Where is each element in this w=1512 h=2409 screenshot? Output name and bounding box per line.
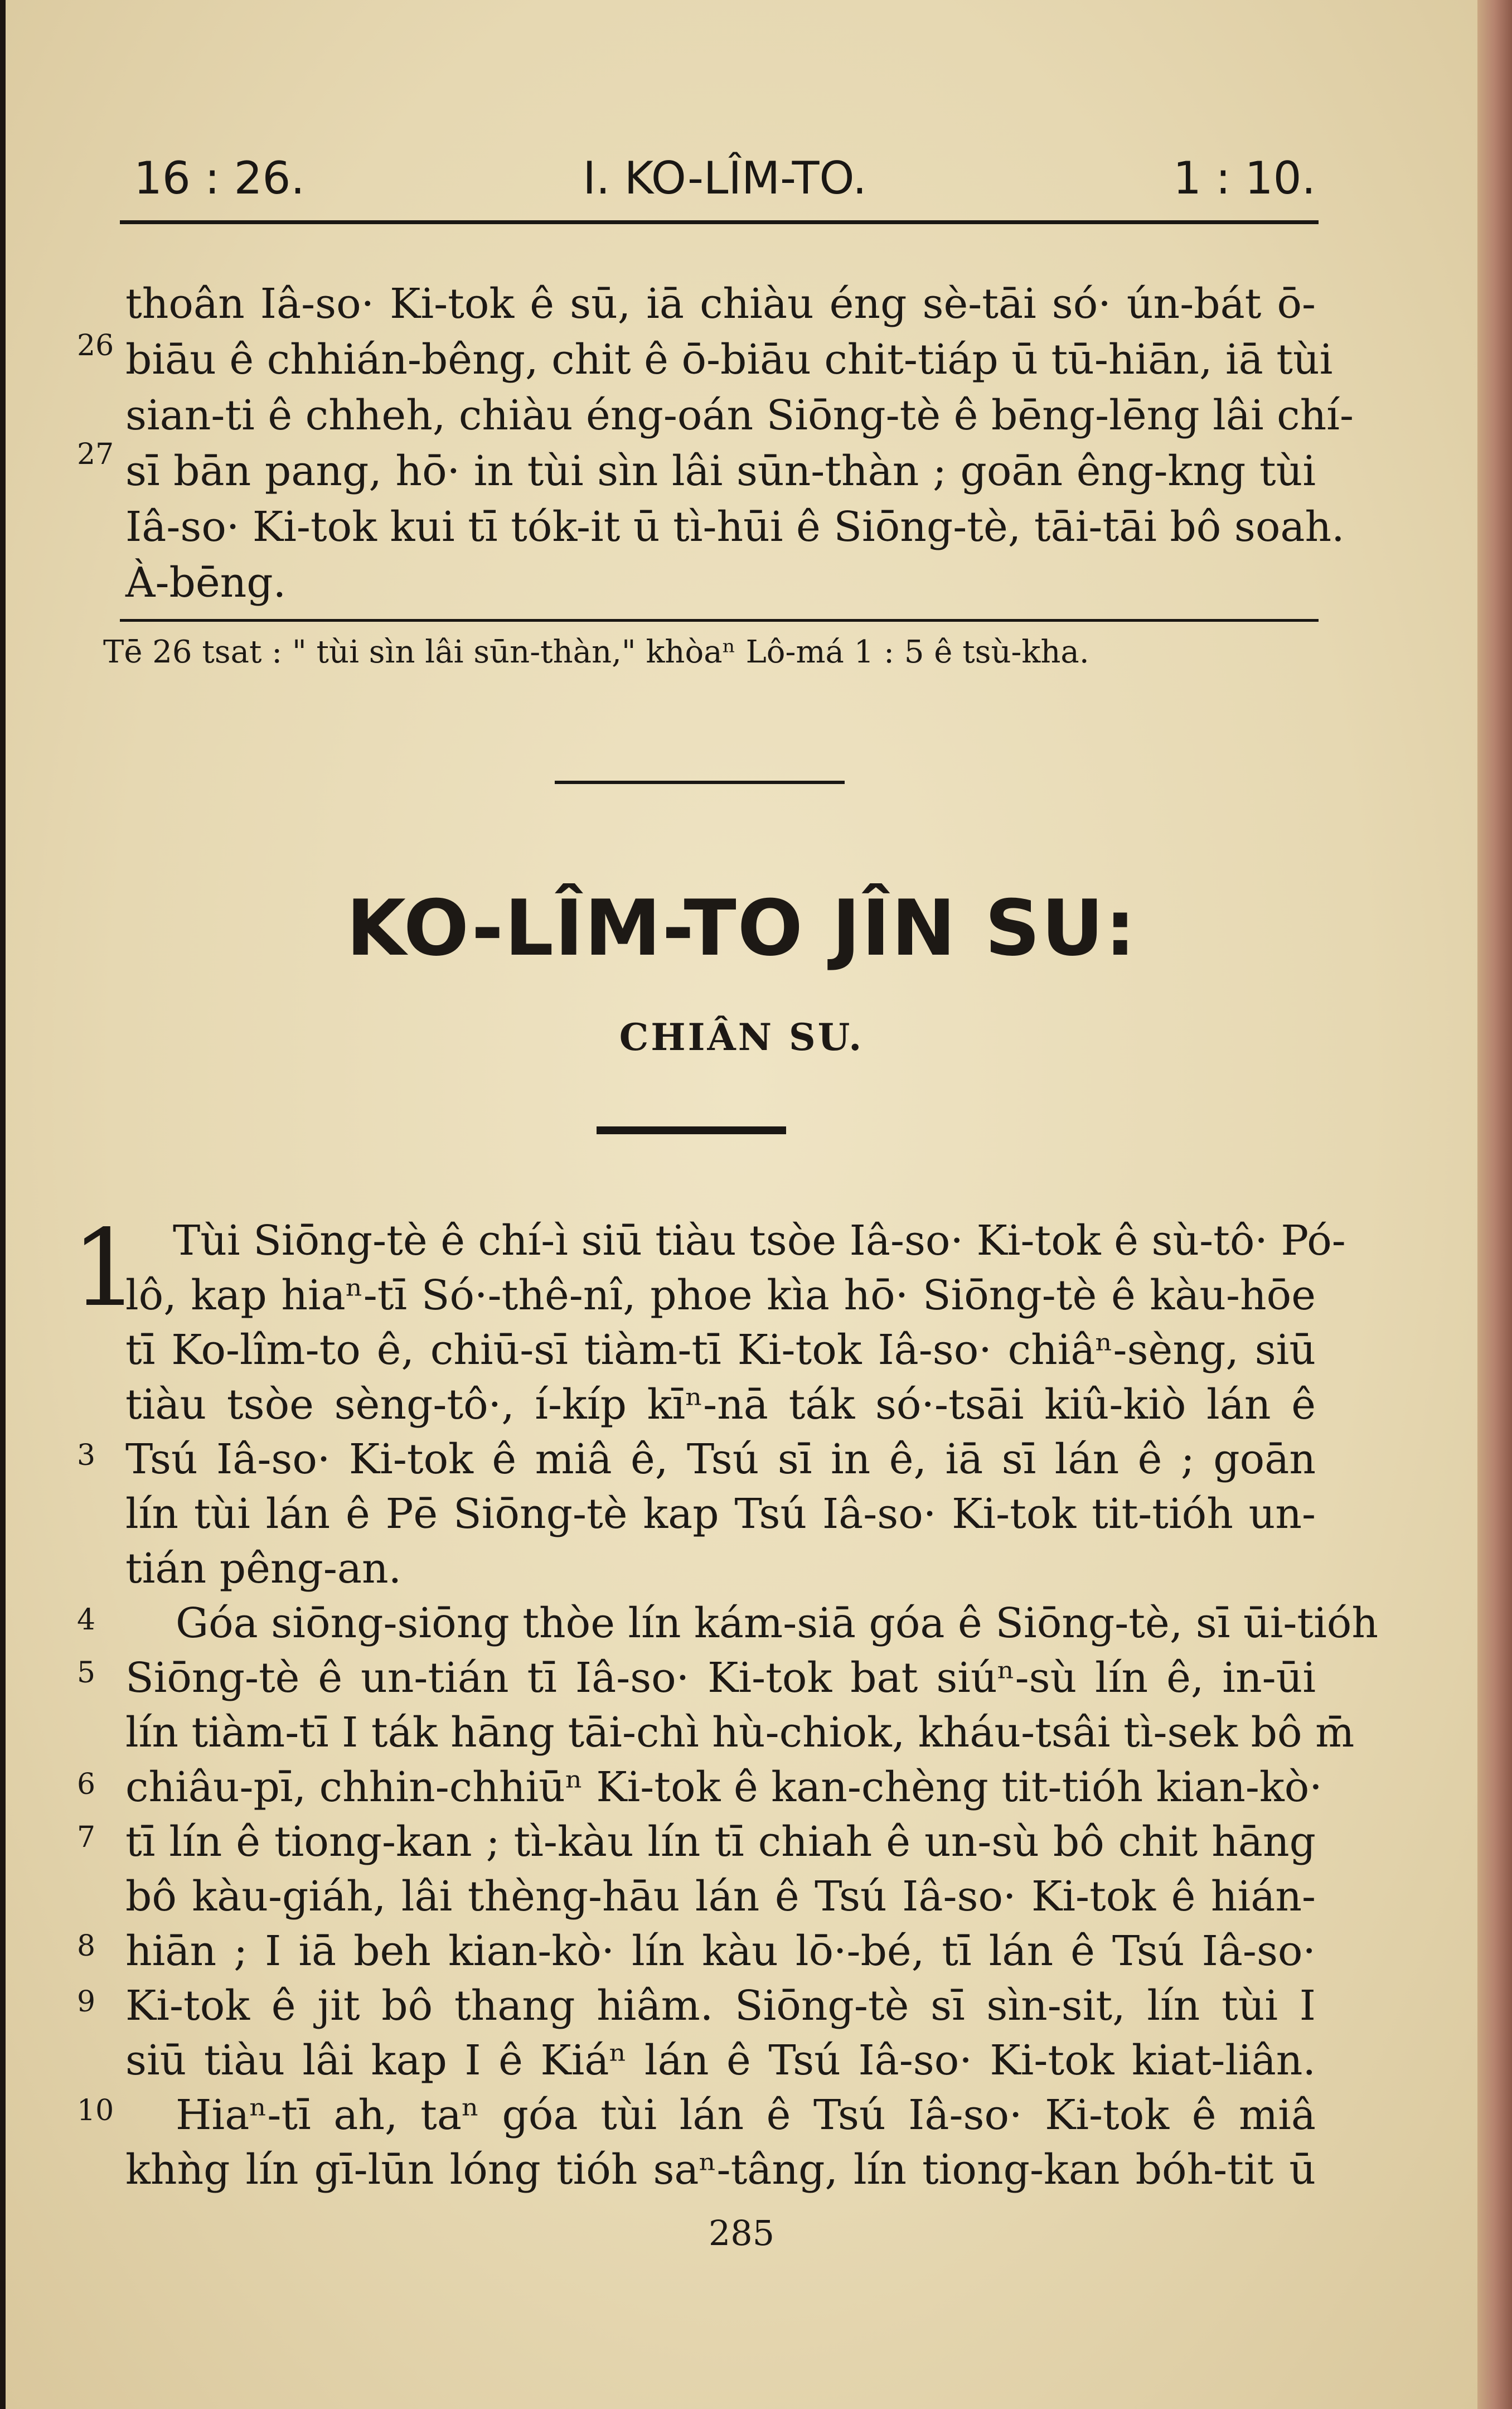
text-line: Iâ-so· Ki-tok kui tī tók-it ū tì-hūi ê Siōng-tè, tāi-tāi bô soah.: [125, 503, 1345, 551]
chapter-number: 1: [71, 1207, 139, 1330]
text-line: siū tiàu lâi kap I ê Kiáⁿ lán ê Tsú Iâ-so· Ki-tok kiat-liân.: [125, 2036, 1316, 2084]
text-line: lín tiàm-tī I ták hāng tāi-chì hù-chiok, kháu-tsâi tì-sek bô m̄: [125, 1709, 1355, 1757]
verse-number: 9: [77, 1985, 96, 2019]
text-line: tī Ko-lîm-to ê, chiū-sī tiàm-tī Ki-tok Iâ-so· chiâⁿ-sèng, siū: [125, 1326, 1316, 1374]
verse-number: 8: [77, 1929, 96, 1963]
chapter-divider: [597, 1126, 786, 1134]
text-line: Ki-tok ê jit bô thang hiâm. Siōng-tè sī sìn-sit, lín tùi I: [125, 1982, 1316, 2030]
text-line: sī bān pang, hō· in tùi sìn lâi sūn-thàn ; goān êng-kng tùi: [125, 447, 1316, 495]
header-book-title: I. KO-LÎM-TO.: [583, 152, 867, 204]
text-line: hiān ; I iā beh kian-kò· lín kàu lō·-bé, tī lán ê Tsú Iâ-so·: [125, 1927, 1316, 1975]
page-number: 285: [708, 2213, 775, 2253]
text-line: Hiaⁿ-tī ah, taⁿ góa tùi lán ê Tsú Iâ-so· Ki-tok ê miâ: [176, 2091, 1316, 2139]
section-divider: [555, 781, 845, 784]
text-line: sian-ti ê chheh, chiàu éng-oán Siōng-tè ê bēng-lēng lâi chí-: [125, 391, 1354, 439]
chapter-title: CHIÂN SU.: [619, 1015, 864, 1059]
verse-number: 10: [77, 2094, 114, 2127]
book-title: KO-LÎM-TO JÎN SU:: [346, 883, 1137, 973]
text-line: tī lín ê tiong-kan ; tì-kàu lín tī chiah ê un-sù bô chit hāng: [125, 1818, 1316, 1866]
running-header: [134, 151, 1316, 217]
verse-number: 26: [77, 329, 114, 362]
page-edge: [1477, 0, 1512, 2409]
header-left-reference: 16 : 26.: [134, 152, 305, 204]
verse-number: 7: [77, 1821, 96, 1854]
verse-number: 6: [77, 1768, 96, 1801]
footnote-rule: [120, 619, 1319, 622]
text-line: chiâu-pī, chhin-chhiūⁿ Ki-tok ê kan-chèng tit-tióh kian-kò·: [125, 1763, 1322, 1811]
text-line: lô, kap hiaⁿ-tī Só·-thê-nî, phoe kìa hō· Siōng-tè ê kàu-hōe: [125, 1271, 1316, 1319]
text-line: bô kàu-giáh, lâi thèng-hāu lán ê Tsú Iâ-so· Ki-tok ê hián-: [125, 1873, 1316, 1921]
header-rule: [120, 220, 1319, 224]
text-line: À-bēng.: [125, 559, 287, 607]
text-line: thoân Iâ-so· Ki-tok ê sū, iā chiàu éng sè-tāi só· ún-bát ō-: [125, 280, 1316, 328]
text-line: tián pêng-an.: [125, 1545, 402, 1593]
text-line: khǹg lín gī-lūn lóng tióh saⁿ-tâng, lín tiong-kan bóh-tit ū: [125, 2146, 1316, 2194]
header-right-reference: 1 : 10.: [1173, 152, 1316, 204]
text-line: Tsú Iâ-so· Ki-tok ê miâ ê, Tsú sī in ê, iā sī lán ê ; goān: [125, 1435, 1316, 1483]
text-line: Góa siōng-siōng thòe lín kám-siā góa ê Siōng-tè, sī ūi-tióh: [176, 1599, 1378, 1647]
verse-number: 4: [77, 1603, 96, 1637]
book-page: [6, 0, 1477, 2409]
text-line: lín tùi lán ê Pē Siōng-tè kap Tsú Iâ-so· Ki-tok tit-tióh un-: [125, 1490, 1316, 1538]
text-line: biāu ê chhián-bêng, chit ê ō-biāu chit-tiáp ū tū-hiān, iā tùi: [125, 336, 1333, 384]
verse-number: 5: [77, 1656, 96, 1690]
verse-number: 27: [77, 438, 114, 471]
verse-number: 3: [77, 1439, 96, 1472]
text-line: Tùi Siōng-tè ê chí-ì siū tiàu tsòe Iâ-so· Ki-tok ê sù-tô· Pó-: [173, 1217, 1346, 1265]
text-line: Siōng-tè ê un-tián tī Iâ-so· Ki-tok bat siúⁿ-sù lín ê, in-ūi: [125, 1654, 1316, 1702]
text-line: tiàu tsòe sèng-tô·, í-kíp kīⁿ-nā ták só·-tsāi kiû-kiò lán ê: [125, 1381, 1316, 1429]
footnote: Tē 26 tsat : " tùi sìn lâi sūn-thàn," khòaⁿ Lô-má 1 : 5 ê tsù-kha.: [103, 634, 1089, 670]
